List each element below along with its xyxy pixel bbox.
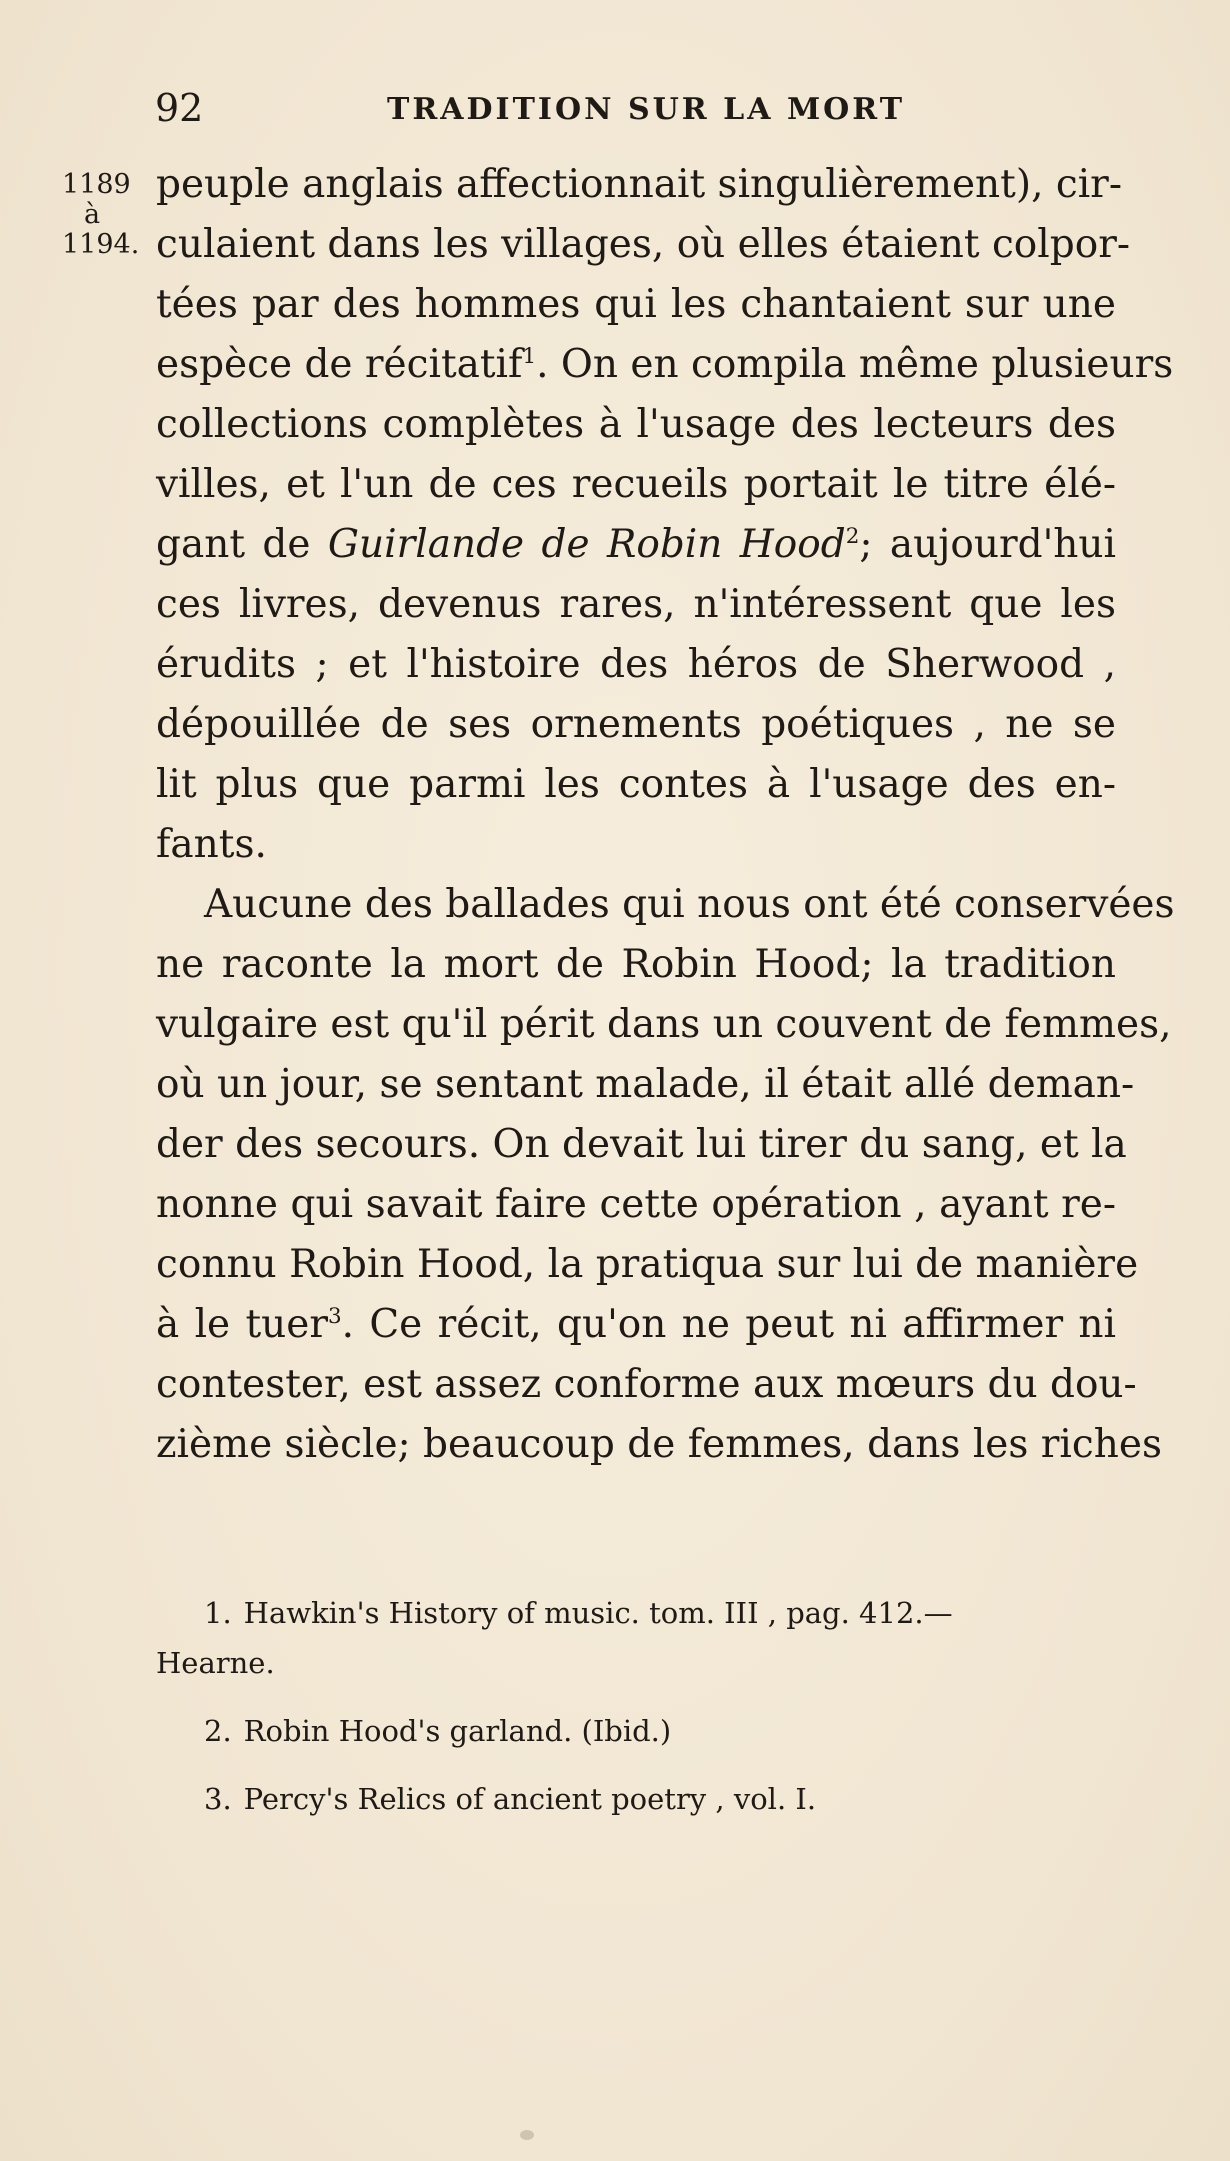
page-header (155, 86, 1070, 136)
text-line: où un jour, se sentant malade, il était allé deman- (156, 1062, 1135, 1107)
text-line: contester, est assez conforme aux mœurs du dou- (156, 1362, 1137, 1407)
footnote-number: 1. (204, 1596, 232, 1630)
footnote-number: 2. (204, 1714, 232, 1748)
margin-date-start: 1189 (62, 169, 131, 200)
footnote-3 (156, 1774, 1116, 1824)
text-fragment: espèce de récitatif (156, 342, 523, 387)
footnote-text: Percy's Relics of ancient poetry , vol. I. (243, 1782, 817, 1816)
footnotes (156, 1588, 1116, 1824)
ink-smudge (520, 2130, 534, 2140)
text-line: lit plus que parmi les contes à l'usage des en- (156, 762, 1116, 807)
text-line: ne raconte la mort de Robin Hood; la tradition (156, 942, 1116, 987)
margin-date-separator: à (83, 199, 101, 230)
margin-date-note (62, 169, 140, 260)
text-fragment: . Ce récit, qu'on ne peut ni affirmer ni (341, 1302, 1116, 1347)
text-line: Aucune des ballades qui nous ont été conservées (204, 882, 1175, 927)
text-line: tées par des hommes qui les chantaient sur une (156, 282, 1116, 327)
text-line: érudits ; et l'histoire des héros de Sherwood , (156, 642, 1116, 687)
text-line: peuple anglais affectionnait singulièrement), cir- (156, 162, 1122, 207)
text-line: culaient dans les villages, où elles étaient colpor- (156, 222, 1131, 267)
text-line: vulgaire est qu'il périt dans un couvent de femmes, (156, 1002, 1172, 1047)
text-line: dépouillée de ses ornements poétiques , ne se (156, 702, 1116, 747)
footnote-text: Hawkin's History of music. tom. III , pag. 412.— (243, 1596, 953, 1630)
footnote-text: Robin Hood's garland. (Ibid.) (243, 1714, 672, 1748)
footnote-ref-1: 1 (522, 344, 537, 369)
text-line (156, 335, 1174, 395)
footnote-1 (156, 1588, 1116, 1638)
running-title: TRADITION SUR LA MORT (387, 92, 906, 127)
margin-date-end: 1194. (62, 229, 140, 260)
footnote-2 (156, 1706, 1116, 1756)
text-line: nonne qui savait faire cette opération , ayant re- (156, 1182, 1116, 1227)
text-line: zième siècle; beaucoup de femmes, dans les riches (156, 1422, 1162, 1467)
text-line: ces livres, devenus rares, n'intéressent que les (156, 582, 1116, 627)
text-line: villes, et l'un de ces recueils portait le titre élé- (156, 462, 1116, 507)
footnote-number: 3. (204, 1782, 232, 1816)
text-line: connu Robin Hood, la pratiqua sur lui de manière (156, 1242, 1139, 1287)
text-fragment: gant de (156, 522, 311, 567)
footnote-1-continuation: Hearne. (156, 1646, 275, 1680)
body-text (156, 155, 1175, 1475)
footnote-ref-3: 3 (327, 1304, 342, 1329)
page-number: 92 (155, 86, 204, 130)
italic-title: Guirlande de Robin Hood (327, 522, 846, 567)
text-fragment: ; aujourd'hui (859, 522, 1116, 567)
text-line (156, 515, 1116, 575)
text-line: collections complètes à l'usage des lecteurs des (156, 402, 1116, 447)
text-line (156, 1295, 1116, 1355)
text-line: fants. (156, 822, 267, 867)
text-line: der des secours. On devait lui tirer du sang, et la (156, 1122, 1127, 1167)
text-fragment: à le tuer (156, 1302, 328, 1347)
text-fragment: . On en compila même plusieurs (536, 342, 1174, 387)
footnote-ref-2: 2 (845, 524, 860, 549)
